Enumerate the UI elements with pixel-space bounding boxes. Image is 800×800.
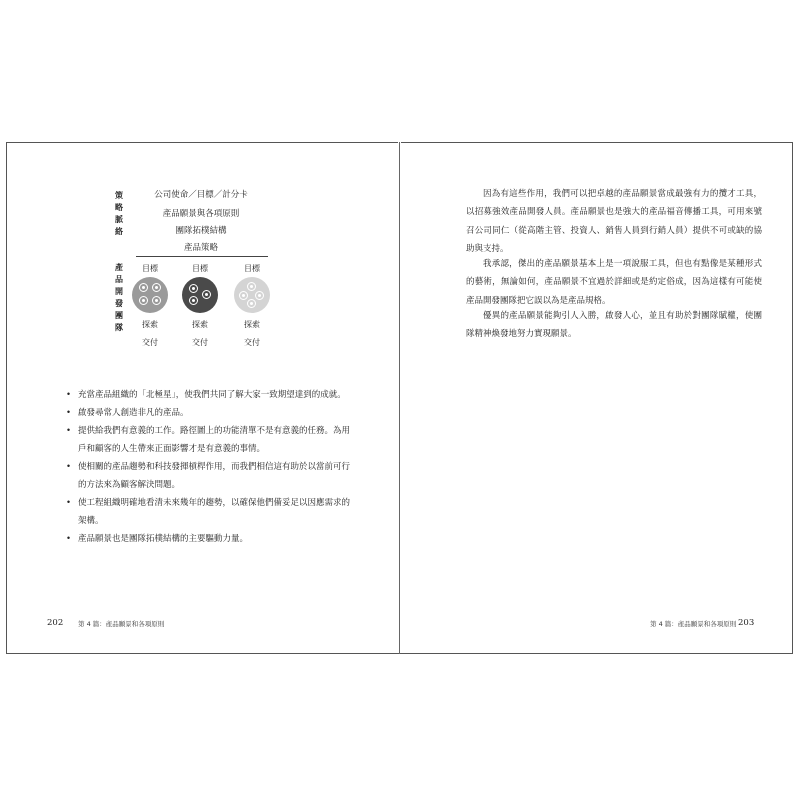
team-column-3 <box>232 263 272 349</box>
strategy-line-mission: 公司使命／目標／計分卡 <box>154 190 248 200</box>
book-gutter <box>399 142 400 654</box>
diagram-divider <box>136 256 268 257</box>
team-discovery-label: 探索 <box>142 320 158 329</box>
bullet-item: • 啟發尋常人創造非凡的產品。 <box>66 404 358 422</box>
team-delivery-label: 交付 <box>192 338 208 347</box>
product-team-label: 產 品 開 發 團 隊 <box>115 263 123 332</box>
strategy-context-label: 策 略 脈 絡 <box>115 191 123 236</box>
people-group-icon <box>182 277 218 313</box>
bullet-item: • 使工程組織明確地看清未來幾年的趨勢，以確保他們備妥足以因應需求的架構。 <box>66 494 358 530</box>
team-column-2 <box>180 263 220 349</box>
running-head: 第 4 篇：產品願景和各項原則 <box>78 620 165 628</box>
strategy-line-topology: 團隊拓樸結構 <box>175 226 227 236</box>
team-column-1 <box>130 263 170 349</box>
team-delivery-label: 交付 <box>244 338 260 347</box>
body-paragraph: 因為有這些作用，我們可以把卓越的產品願景當成最強有力的攬才工具，以招募強效產品開發人員。產品願景也是強大的產品福音傳播工具，可用來號召公司同仁（從高階主管、投資人、銷售人員到行銷人員）提供不可或缺的協助與支持。 <box>466 189 762 255</box>
people-group-icon <box>132 277 168 313</box>
body-paragraph: 優異的產品願景能夠引人入勝，啟發人心，並且有助於對團隊賦權，使團隊精神煥發地努力實現願景。 <box>466 311 762 340</box>
page-number: 202 <box>47 618 64 628</box>
strategy-line-strategy: 產品策略 <box>183 243 218 253</box>
team-discovery-label: 探索 <box>192 320 208 329</box>
team-goal-label: 目標 <box>142 264 158 273</box>
page-number: 203 <box>738 618 755 628</box>
bullet-item: • 提供給我們有意義的工作。路徑圖上的功能清單不是有意義的任務。為用戶和顧客的人生帶來正面影響才是有意義的事情。 <box>66 422 358 458</box>
team-goal-label: 目標 <box>244 264 260 273</box>
team-delivery-label: 交付 <box>142 338 158 347</box>
bullet-item: • 使相關的產品趨勢和科技發揮槓桿作用，而我們相信這有助於以當前可行的方法來為顧客解決問題。 <box>66 458 358 494</box>
strategy-line-vision: 產品願景與各項原則 <box>162 209 240 219</box>
people-group-icon <box>234 277 270 313</box>
team-discovery-label: 探索 <box>244 320 260 329</box>
bullet-item: • 產品願景也是團隊拓樸結構的主要驅動力量。 <box>66 530 358 548</box>
product-vision-benefits-list <box>66 386 358 548</box>
running-head: 第 4 篇：產品願景和各項原則 <box>650 620 737 628</box>
bullet-item: • 充當產品組織的「北極星」，使我們共同了解大家一致期望達到的成就。 <box>66 386 358 404</box>
team-goal-label: 目標 <box>192 264 208 273</box>
body-paragraph: 我承認，傑出的產品願景基本上是一項說服工具，但也有點像是某種形式的藝術，無論如何，產品願景不宜過於詳細或是約定俗成，因為這樣有可能使產品開發團隊把它誤以為是產品規格。 <box>466 259 762 306</box>
